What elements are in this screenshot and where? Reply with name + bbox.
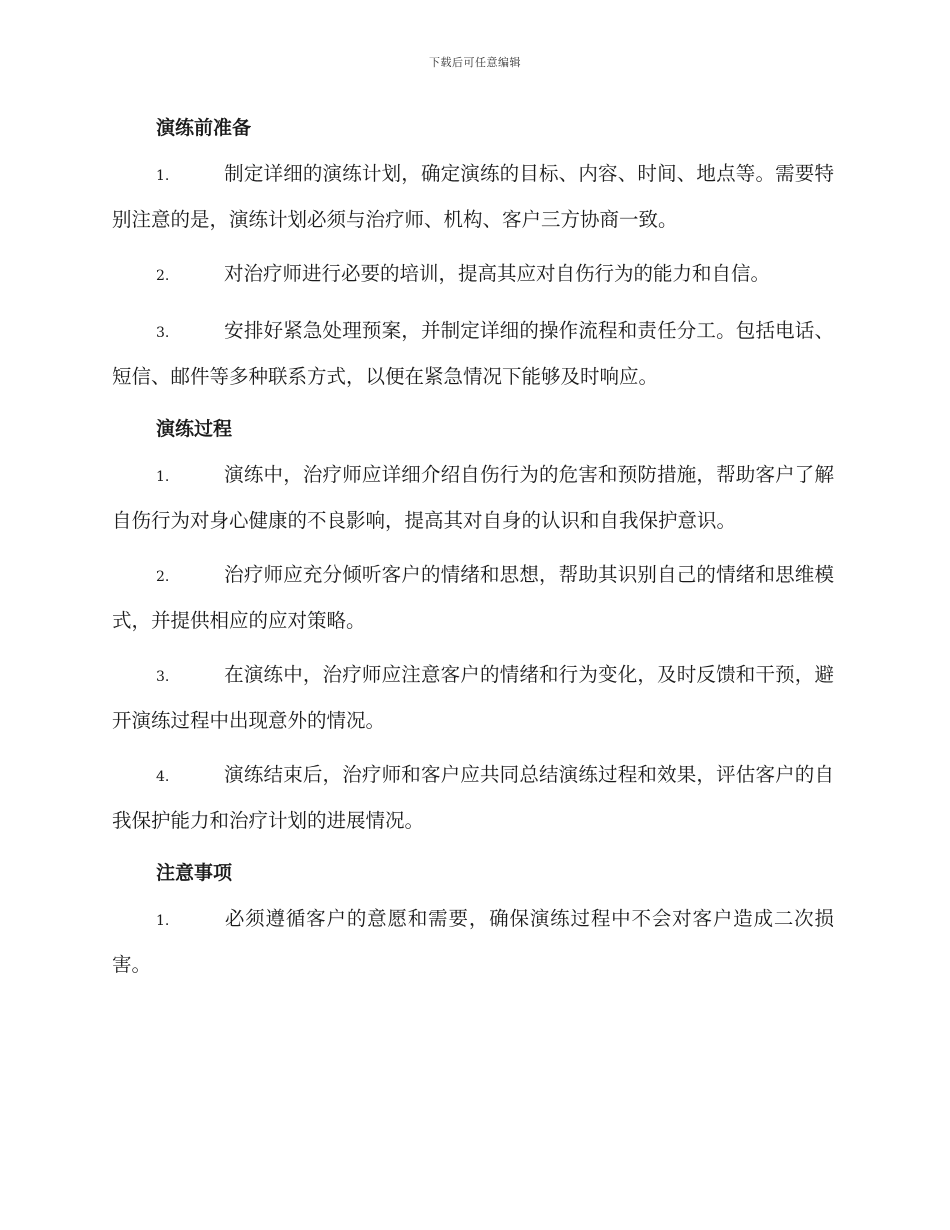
item-number: 1. bbox=[156, 469, 170, 485]
item-text: 制定详细的演练计划，确定演练的目标、内容、时间、地点等。需要特别注意的是，演练计划必须与治疗师、机构、客户三方协商一致。 bbox=[112, 162, 834, 231]
item-number: 1. bbox=[156, 168, 170, 184]
list-item bbox=[112, 152, 834, 241]
item-number: 3. bbox=[156, 325, 170, 341]
list-item bbox=[112, 753, 834, 842]
section-heading-process: 演练过程 bbox=[156, 418, 233, 440]
item-text: 演练中，治疗师应详细介绍自伤行为的危害和预防措施，帮助客户了解自伤行为对身心健康的不良影响，提高其对自身的认识和自我保护意识。 bbox=[112, 463, 834, 532]
list-item bbox=[112, 252, 834, 298]
item-text: 演练结束后，治疗师和客户应共同总结演练过程和效果，评估客户的自我保护能力和治疗计划的进展情况。 bbox=[112, 763, 834, 832]
item-text: 对治疗师进行必要的培训，提高其应对自伤行为的能力和自信。 bbox=[224, 262, 771, 285]
section-heading-notes: 注意事项 bbox=[156, 862, 233, 884]
list-item bbox=[112, 453, 834, 542]
item-text: 安排好紧急处理预案，并制定详细的操作流程和责任分工。包括电话、短信、邮件等多种联系方式，以便在紧急情况下能够及时响应。 bbox=[112, 319, 834, 388]
header-note: 下载后可任意编辑 bbox=[429, 56, 521, 69]
item-number: 2. bbox=[156, 268, 170, 284]
list-item bbox=[112, 897, 834, 986]
item-number: 3. bbox=[156, 669, 170, 685]
item-text: 治疗师应充分倾听客户的情绪和思想，帮助其识别自己的情绪和思维模式，并提供相应的应对策略。 bbox=[112, 563, 834, 632]
list-item bbox=[112, 553, 834, 642]
item-text: 在演练中，治疗师应注意客户的情绪和行为变化，及时反馈和干预，避开演练过程中出现意外的情况。 bbox=[112, 663, 834, 732]
list-item bbox=[112, 309, 834, 398]
section-heading-preparation: 演练前准备 bbox=[156, 117, 252, 139]
item-number: 4. bbox=[156, 769, 170, 785]
item-number: 1. bbox=[156, 913, 170, 929]
item-number: 2. bbox=[156, 569, 170, 585]
list-item bbox=[112, 653, 834, 742]
document-body bbox=[112, 108, 834, 986]
item-text: 必须遵循客户的意愿和需要，确保演练过程中不会对客户造成二次损害。 bbox=[112, 907, 834, 976]
